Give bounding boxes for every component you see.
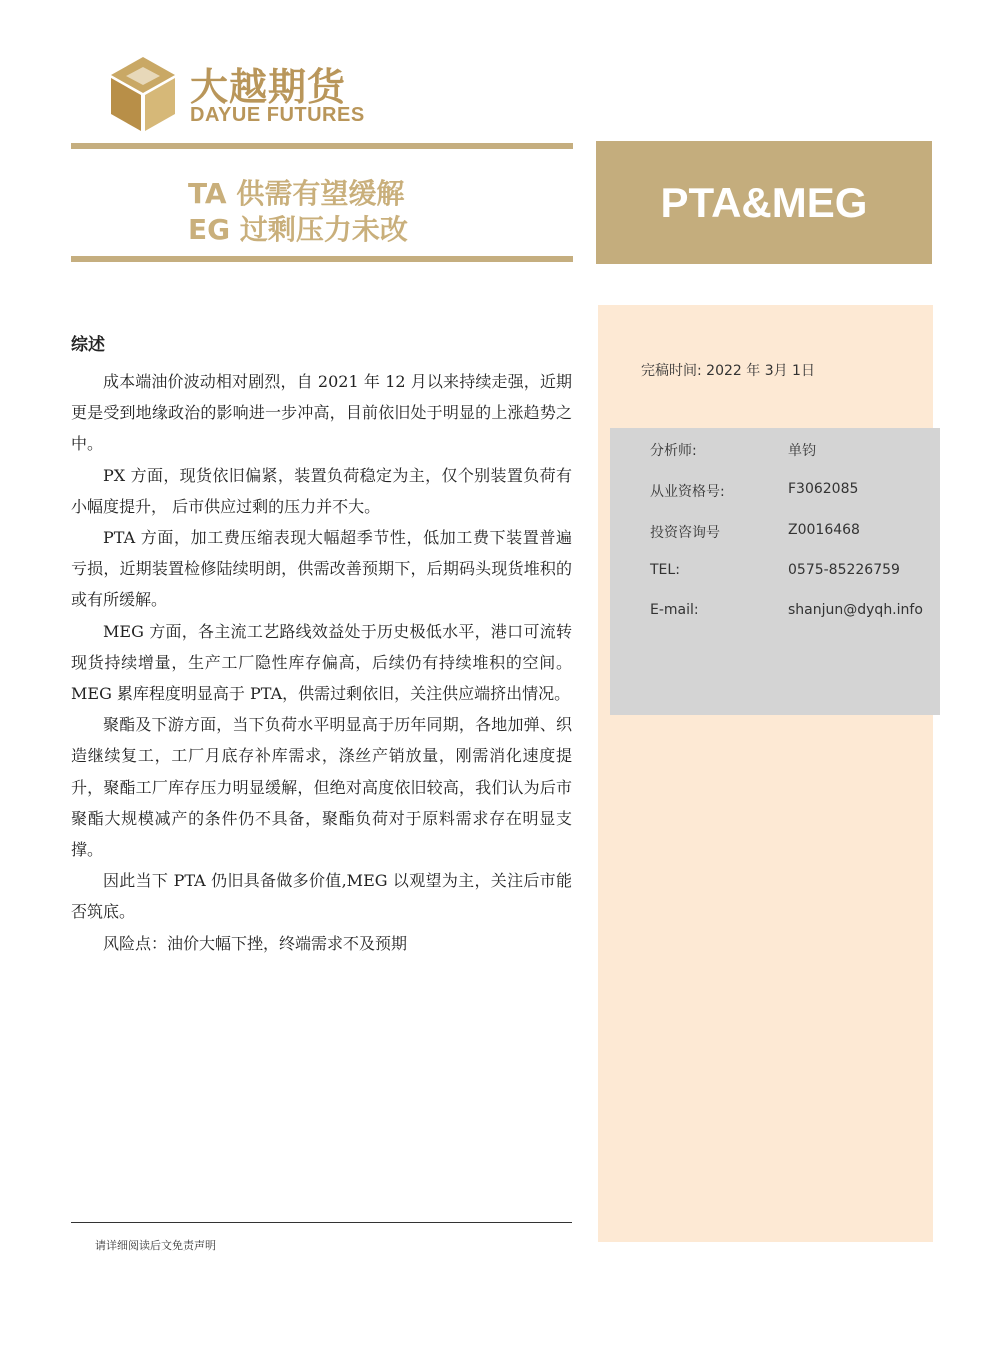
- logo-chinese-text: 大越期货: [190, 65, 347, 109]
- summary-body: [71, 366, 572, 959]
- paragraph: 成本端油价波动相对剧烈，自 2021 年 12 月以来持续走强，近期更是受到地缘政治的影响进一步冲高，目前依旧处于明显的上涨趋势之中。: [71, 372, 572, 454]
- qualification-value: F3062085: [788, 481, 859, 497]
- completion-date: 完稿时间: 2022 年 3月 1日: [641, 363, 815, 379]
- tel-value: 0575-85226759: [788, 562, 900, 578]
- paragraph: 聚酯及下游方面，当下负荷水平明显高于历年同期，各地加弹、织造继续复工，工厂月底存补库需求，涤丝产销放量，刚需消化速度提升，聚酯工厂库存压力明显缓解，但绝对高度依旧较高，我们认为后市聚酯大规模减产的条件仍不具备，聚酯负荷对于原料需求存在明显支撑。: [71, 715, 572, 860]
- report-title-line2: EG 过剩压力未改: [188, 213, 408, 246]
- product-badge-text: PTA&MEG: [660, 178, 868, 226]
- analyst-label: 分析师:: [650, 443, 697, 459]
- paragraph: 风险点：油价大幅下挫，终端需求不及预期: [103, 933, 408, 953]
- qualification-label: 从业资格号:: [650, 484, 725, 500]
- paragraph: PX 方面，现货依旧偏紧，装置负荷稳定为主，仅个别装置负荷有小幅度提升， 后市供应过剩的压力并不大。: [71, 465, 572, 516]
- title-top-rule: [71, 143, 573, 149]
- cube-logo-icon: [108, 54, 178, 134]
- email-value: shanjun@dyqh.info: [788, 602, 923, 618]
- consulting-number-label: 投资咨询号: [650, 525, 720, 541]
- paragraph: 因此当下 PTA 仍旧具备做多价值,MEG 以观望为主，关注后市能否筑底。: [71, 871, 572, 922]
- product-badge: [596, 141, 932, 264]
- email-label: E-mail:: [650, 602, 699, 618]
- title-bottom-rule: [71, 256, 573, 262]
- disclaimer-note: 请详细阅读后文免责声明: [95, 1239, 216, 1252]
- company-logo: [108, 54, 378, 138]
- consulting-number-value: Z0016468: [788, 522, 860, 538]
- footer-rule: [71, 1222, 572, 1223]
- analyst-value: 单钧: [788, 443, 816, 459]
- paragraph: MEG 方面，各主流工艺路线效益处于历史极低水平，港口可流转现货持续增量，生产工厂隐性库存偏高，后续仍有持续堆积的空间。MEG 累库程度明显高于 PTA，供需过剩依旧，关注供应端挤出情况。: [71, 621, 572, 704]
- paragraph: PTA 方面，加工费压缩表现大幅超季节性，低加工费下装置普遍亏损，近期装置检修陆续明朗，供需改善预期下，后期码头现货堆积的或有所缓解。: [71, 528, 572, 610]
- logo-english-text: DAYUE FUTURES: [190, 104, 365, 126]
- tel-label: TEL:: [650, 562, 680, 578]
- report-title-line1: TA 供需有望缓解: [188, 177, 405, 210]
- section-title: 综述: [71, 335, 105, 355]
